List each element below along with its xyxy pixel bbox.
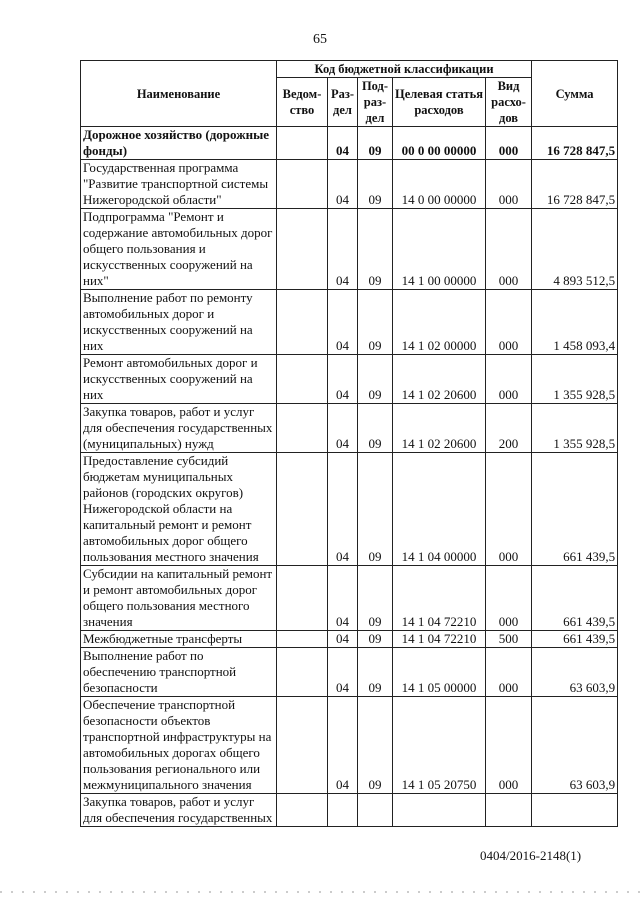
row-subsection: 09	[358, 160, 393, 209]
row-sum: 661 439,5	[532, 631, 618, 648]
row-department	[277, 566, 328, 631]
row-target-article: 14 1 04 00000	[393, 453, 486, 566]
table-row	[81, 794, 618, 827]
scan-edge-marks	[0, 878, 640, 898]
row-section: 04	[328, 648, 358, 697]
row-department	[277, 697, 328, 794]
header-department: Ведом-ство	[277, 78, 328, 127]
header-classification-code: Код бюджетной классификации	[277, 61, 532, 78]
row-section: 04	[328, 453, 358, 566]
row-department	[277, 648, 328, 697]
row-section: 04	[328, 355, 358, 404]
row-target-article: 14 1 02 20600	[393, 355, 486, 404]
row-target-article: 14 0 00 00000	[393, 160, 486, 209]
table-row	[81, 648, 618, 697]
table-row	[81, 404, 618, 453]
row-sum: 661 439,5	[532, 453, 618, 566]
row-name: Выполнение работ по обеспечению транспортной безопасности	[81, 648, 277, 697]
row-name: Дорожное хозяйство (дорожные фонды)	[81, 127, 277, 160]
row-name: Выполнение работ по ремонту автомобильных дорог и искусственных сооружений на них	[81, 290, 277, 355]
row-expense-type: 000	[486, 566, 532, 631]
row-subsection: 09	[358, 127, 393, 160]
row-sum: 1 355 928,5	[532, 355, 618, 404]
row-section: 04	[328, 631, 358, 648]
row-department	[277, 355, 328, 404]
row-expense-type: 000	[486, 127, 532, 160]
row-expense-type: 200	[486, 404, 532, 453]
row-subsection: 09	[358, 453, 393, 566]
header-name: Наименование	[81, 61, 277, 127]
row-subsection: 09	[358, 566, 393, 631]
row-sum	[532, 794, 618, 827]
table-row	[81, 631, 618, 648]
row-subsection: 09	[358, 290, 393, 355]
table-row	[81, 160, 618, 209]
row-subsection: 09	[358, 631, 393, 648]
header-expense-type: Вид расхо-дов	[486, 78, 532, 127]
row-sum: 16 728 847,5	[532, 160, 618, 209]
row-section: 04	[328, 127, 358, 160]
row-sum: 4 893 512,5	[532, 209, 618, 290]
row-section: 04	[328, 404, 358, 453]
row-expense-type: 500	[486, 631, 532, 648]
row-section: 04	[328, 290, 358, 355]
row-expense-type	[486, 794, 532, 827]
row-target-article: 14 1 05 00000	[393, 648, 486, 697]
table-row	[81, 290, 618, 355]
row-target-article: 14 1 02 00000	[393, 290, 486, 355]
row-name: Межбюджетные трансферты	[81, 631, 277, 648]
page-number: 65	[313, 32, 327, 47]
row-sum: 63 603,9	[532, 648, 618, 697]
table-row	[81, 697, 618, 794]
row-department	[277, 160, 328, 209]
row-expense-type: 000	[486, 209, 532, 290]
row-subsection: 09	[358, 355, 393, 404]
header-sum: Сумма	[532, 61, 618, 127]
row-section	[328, 794, 358, 827]
row-name: Государственная программа "Развитие транспортной системы Нижегородской области"	[81, 160, 277, 209]
row-department	[277, 290, 328, 355]
row-subsection: 09	[358, 648, 393, 697]
row-target-article: 14 1 04 72210	[393, 631, 486, 648]
row-expense-type: 000	[486, 697, 532, 794]
row-sum: 661 439,5	[532, 566, 618, 631]
row-expense-type: 000	[486, 648, 532, 697]
row-target-article	[393, 794, 486, 827]
row-sum: 63 603,9	[532, 697, 618, 794]
budget-table	[80, 60, 618, 827]
header-subsection: Под-раз-дел	[358, 78, 393, 127]
row-name: Субсидии на капитальный ремонт и ремонт автомобильных дорог общего пользования местного значения	[81, 566, 277, 631]
row-expense-type: 000	[486, 355, 532, 404]
row-subsection	[358, 794, 393, 827]
table-row	[81, 355, 618, 404]
row-department	[277, 631, 328, 648]
row-name: Обеспечение транспортной безопасности объектов транспортной инфраструктуры на автомобильных дорогах общего пользования регионального или межмуниципального значения	[81, 697, 277, 794]
table-row	[81, 566, 618, 631]
row-sum: 1 458 093,4	[532, 290, 618, 355]
row-subsection: 09	[358, 697, 393, 794]
row-expense-type: 000	[486, 453, 532, 566]
row-section: 04	[328, 209, 358, 290]
document-code: 0404/2016-2148(1)	[480, 848, 582, 863]
table-row	[81, 453, 618, 566]
row-sum: 16 728 847,5	[532, 127, 618, 160]
row-expense-type: 000	[486, 160, 532, 209]
row-sum: 1 355 928,5	[532, 404, 618, 453]
row-name: Закупка товаров, работ и услуг для обеспечения государственных (муниципальных) нужд	[81, 404, 277, 453]
row-section: 04	[328, 697, 358, 794]
row-target-article: 14 1 00 00000	[393, 209, 486, 290]
row-name: Подпрограмма "Ремонт и содержание автомобильных дорог общего пользования и искусственных сооружений на них"	[81, 209, 277, 290]
header-section: Раз-дел	[328, 78, 358, 127]
row-department	[277, 794, 328, 827]
row-target-article: 14 1 02 20600	[393, 404, 486, 453]
row-department	[277, 209, 328, 290]
row-subsection: 09	[358, 404, 393, 453]
row-target-article: 14 1 04 72210	[393, 566, 486, 631]
row-name: Закупка товаров, работ и услуг для обеспечения государственных	[81, 794, 277, 827]
row-department	[277, 404, 328, 453]
row-name: Ремонт автомобильных дорог и искусственных сооружений на них	[81, 355, 277, 404]
table-row	[81, 209, 618, 290]
table-row	[81, 127, 618, 160]
row-target-article: 14 1 05 20750	[393, 697, 486, 794]
row-expense-type: 000	[486, 290, 532, 355]
row-section: 04	[328, 160, 358, 209]
row-subsection: 09	[358, 209, 393, 290]
row-department	[277, 453, 328, 566]
row-name: Предоставление субсидий бюджетам муниципальных районов (городских округов) Нижегородской области на капитальный ремонт и ремонт автомобильных дорог общего пользования местного значения	[81, 453, 277, 566]
row-target-article: 00 0 00 00000	[393, 127, 486, 160]
row-department	[277, 127, 328, 160]
row-section: 04	[328, 566, 358, 631]
header-target-article: Целевая статья расходов	[393, 78, 486, 127]
